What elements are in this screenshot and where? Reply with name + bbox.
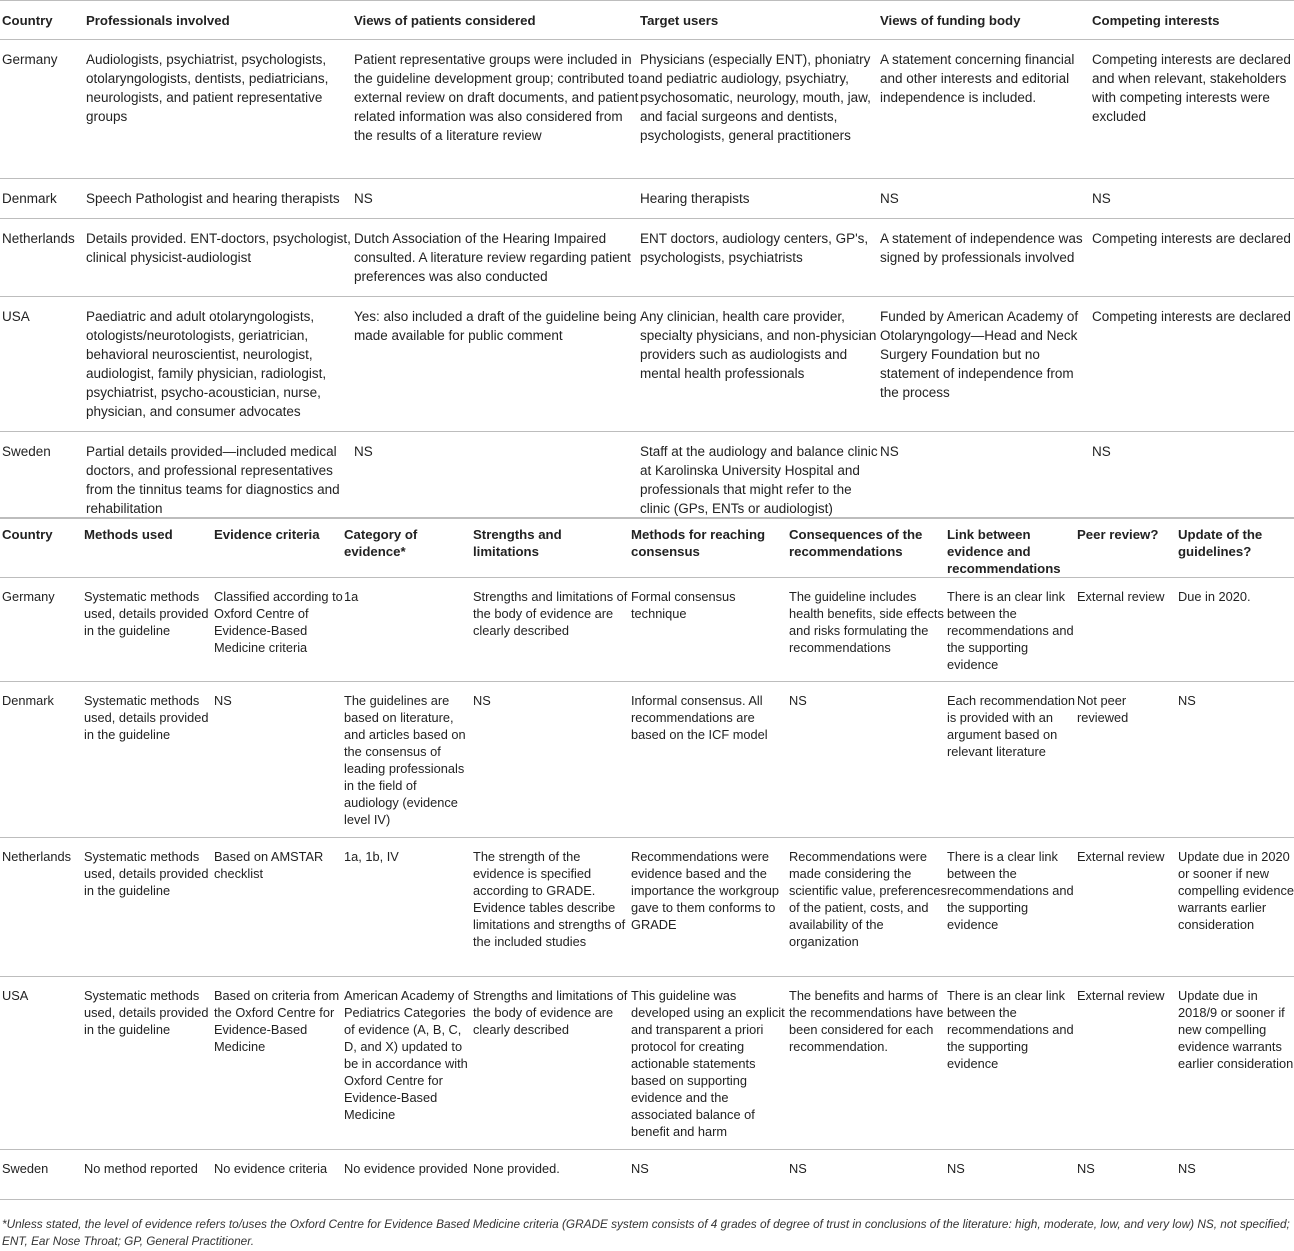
country-cell: Netherlands [0,219,86,297]
table-cell: ENT doctors, audiology centers, GP's, psychologists, psychiatrists [640,219,880,297]
table-cell: Formal consensus technique [631,578,789,682]
header-consequences: Consequences of the recommendations [789,518,947,578]
table-row [0,578,1294,682]
table-cell: Recommendations were evidence based and the importance the workgroup gave to them conforms to GRADE [631,838,789,977]
table-cell: NS [880,432,1092,519]
table-cell: None provided. [473,1150,631,1200]
country-cell: Sweden [0,432,86,519]
header-update-guidelines: Update of the guidelines? [1178,518,1294,578]
table-cell: A statement concerning financial and other interests and editorial independence is included. [880,40,1092,179]
table-cell: Update due in 2018/9 or sooner if new compelling evidence warrants earlier consideration [1178,977,1294,1150]
table-cell: Patient representative groups were included in the guideline development group; contributed to external review on draft documents, and patient related information was also considered from the results of a literature review [354,40,640,179]
table-cell: The benefits and harms of the recommendations have been considered for each recommendation. [789,977,947,1150]
table-cell: Dutch Association of the Hearing Impaired consulted. A literature review regarding patient preferences was also conducted [354,219,640,297]
table-row [0,838,1294,977]
country-cell: Netherlands [0,838,84,977]
country-cell: USA [0,297,86,432]
table-row [0,977,1294,1150]
country-cell: Denmark [0,179,86,219]
table-cell: This guideline was developed using an explicit and transparent a priori protocol for creating actionable statements based on supporting evidence and the associated balance of benefit and harm [631,977,789,1150]
header-peer-review: Peer review? [1077,518,1178,578]
table-cell: NS [1178,1150,1294,1200]
table-cell: NS [1077,1150,1178,1200]
table-cell: Recommendations were made considering the scientific value, preferences of the patient, costs, and availability of the organization [789,838,947,977]
table-row [0,219,1294,297]
header-methods-consensus: Methods for reaching consensus [631,518,789,578]
table-cell: Competing interests are declared [1092,219,1294,297]
table-row [0,432,1294,519]
table-cell: Funded by American Academy of Otolaryngology—Head and Neck Surgery Foundation but no statement of independence from the process [880,297,1092,432]
table-cell: Each recommendation is provided with an argument based on relevant literature [947,682,1077,838]
header-target-users: Target users [640,1,880,40]
table-row [0,179,1294,219]
table-cell: Speech Pathologist and hearing therapists [86,179,354,219]
table-header-row [0,1,1294,40]
table-cell: Informal consensus. All recommendations are based on the ICF model [631,682,789,838]
header-professionals: Professionals involved [86,1,354,40]
header-views-funding: Views of funding body [880,1,1092,40]
table-cell: Not peer reviewed [1077,682,1178,838]
table-cell: Physicians (especially ENT), phoniatry and pediatric audiology, psychiatry, psychosomatic, neurology, mouth, jaw, and facial surgeons and dentists, psychologists, general practitioners [640,40,880,179]
table-cell: Details provided. ENT-doctors, psychologist, clinical physicist-audiologist [86,219,354,297]
table-cell: Systematic methods used, details provided in the guideline [84,838,214,977]
table-cell: Hearing therapists [640,179,880,219]
table-cell: Competing interests are declared and when relevant, stakeholders with competing interests were excluded [1092,40,1294,179]
table-cell: External review [1077,578,1178,682]
table-row [0,297,1294,432]
table-cell: NS [947,1150,1077,1200]
header-methods-used: Methods used [84,518,214,578]
table-cell: NS [354,432,640,519]
country-cell: Germany [0,40,86,179]
table-cell: American Academy of Pediatrics Categories of evidence (A, B, C, D, and X) updated to be in accordance with Oxford Centre for Evidence-Based Medicine [344,977,473,1150]
country-cell: Germany [0,578,84,682]
header-evidence-criteria: Evidence criteria [214,518,344,578]
header-country: Country [0,1,86,40]
header-strengths-limitations: Strengths and limitations [473,518,631,578]
table-cell: No evidence provided [344,1150,473,1200]
table-row [0,682,1294,838]
table-cell: External review [1077,838,1178,977]
table-cell: Partial details provided—included medical doctors, and professional representatives from the tinnitus teams for diagnostics and rehabilitation [86,432,354,519]
table-cell: NS [1092,432,1294,519]
guideline-development-table [0,0,1294,519]
table-cell: A statement of independence was signed by professionals involved [880,219,1092,297]
table-cell: The guideline includes health benefits, side effects and risks formulating the recommendations [789,578,947,682]
table-cell: Classified according to Oxford Centre of Evidence-Based Medicine criteria [214,578,344,682]
table-cell: NS [789,682,947,838]
table-cell: Paediatric and adult otolaryngologists, otologists/neurotologists, geriatrician, behavioral neuroscientist, neurologist, audiologist, family physician, radiologist, psychiatrist, psycho-acoustician, nurse, physician, and consumer advocates [86,297,354,432]
table-cell: NS [789,1150,947,1200]
table-cell: 1a [344,578,473,682]
table-footnote: *Unless stated, the level of evidence refers to/uses the Oxford Centre for Evidence Based Medicine criteria (GRADE system consists of 4 grades of degree of trust in conclusions of the literature: high, moderate, low, and very low) NS, not specified; ENT, Ear Nose Throat; GP, General Practitioner. [2,1217,1290,1248]
table-cell: No evidence criteria [214,1150,344,1200]
table-cell: External review [1077,977,1178,1150]
header-competing-interests: Competing interests [1092,1,1294,40]
table-cell: Systematic methods used, details provided in the guideline [84,682,214,838]
table-cell: Systematic methods used, details provided in the guideline [84,578,214,682]
table-cell: The guidelines are based on literature, and articles based on the consensus of leading professionals in the field of audiology (evidence level IV) [344,682,473,838]
table-cell: NS [880,179,1092,219]
table-cell: Audiologists, psychiatrist, psychologists, otolaryngologists, dentists, pediatricians, neurologists, and patient representative groups [86,40,354,179]
guideline-methods-table [0,517,1294,1200]
table-cell: Yes: also included a draft of the guideline being made available for public comment [354,297,640,432]
table-header-row [0,518,1294,578]
table-cell: NS [214,682,344,838]
country-cell: Denmark [0,682,84,838]
table-cell: Strengths and limitations of the body of evidence are clearly described [473,578,631,682]
table-cell: NS [473,682,631,838]
country-cell: Sweden [0,1150,84,1200]
table-cell: Staff at the audiology and balance clinic at Karolinska University Hospital and professionals that might refer to the clinic (GPs, ENTs or audiologist) [640,432,880,519]
table-cell: NS [354,179,640,219]
table-row [0,40,1294,179]
table-cell: Based on AMSTAR checklist [214,838,344,977]
table-cell: Systematic methods used, details provided in the guideline [84,977,214,1150]
table-cell: There is a clear link between the recommendations and the supporting evidence [947,838,1077,977]
table-cell: NS [631,1150,789,1200]
table-cell: The strength of the evidence is specified according to GRADE. Evidence tables describe limitations and strengths of the included studies [473,838,631,977]
header-country: Country [0,518,84,578]
header-category-evidence: Category of evidence* [344,518,473,578]
header-link-evidence: Link between evidence and recommendations [947,518,1077,578]
table-cell: There is an clear link between the recommendations and the supporting evidence [947,578,1077,682]
header-views-patients: Views of patients considered [354,1,640,40]
table-cell: NS [1178,682,1294,838]
table-cell: Strengths and limitations of the body of evidence are clearly described [473,977,631,1150]
table-cell: Competing interests are declared [1092,297,1294,432]
table-cell: Any clinician, health care provider, specialty physicians, and non-physician providers such as audiologists and mental health professionals [640,297,880,432]
table-cell: Based on criteria from the Oxford Centre for Evidence-Based Medicine [214,977,344,1150]
table-cell: Due in 2020. [1178,578,1294,682]
table-cell: 1a, 1b, IV [344,838,473,977]
table-row [0,1150,1294,1200]
country-cell: USA [0,977,84,1150]
table-cell: No method reported [84,1150,214,1200]
table-cell: NS [1092,179,1294,219]
table-cell: There is an clear link between the recommendations and the supporting evidence [947,977,1077,1150]
table-cell: Update due in 2020 or sooner if new compelling evidence warrants earlier consideration [1178,838,1294,977]
